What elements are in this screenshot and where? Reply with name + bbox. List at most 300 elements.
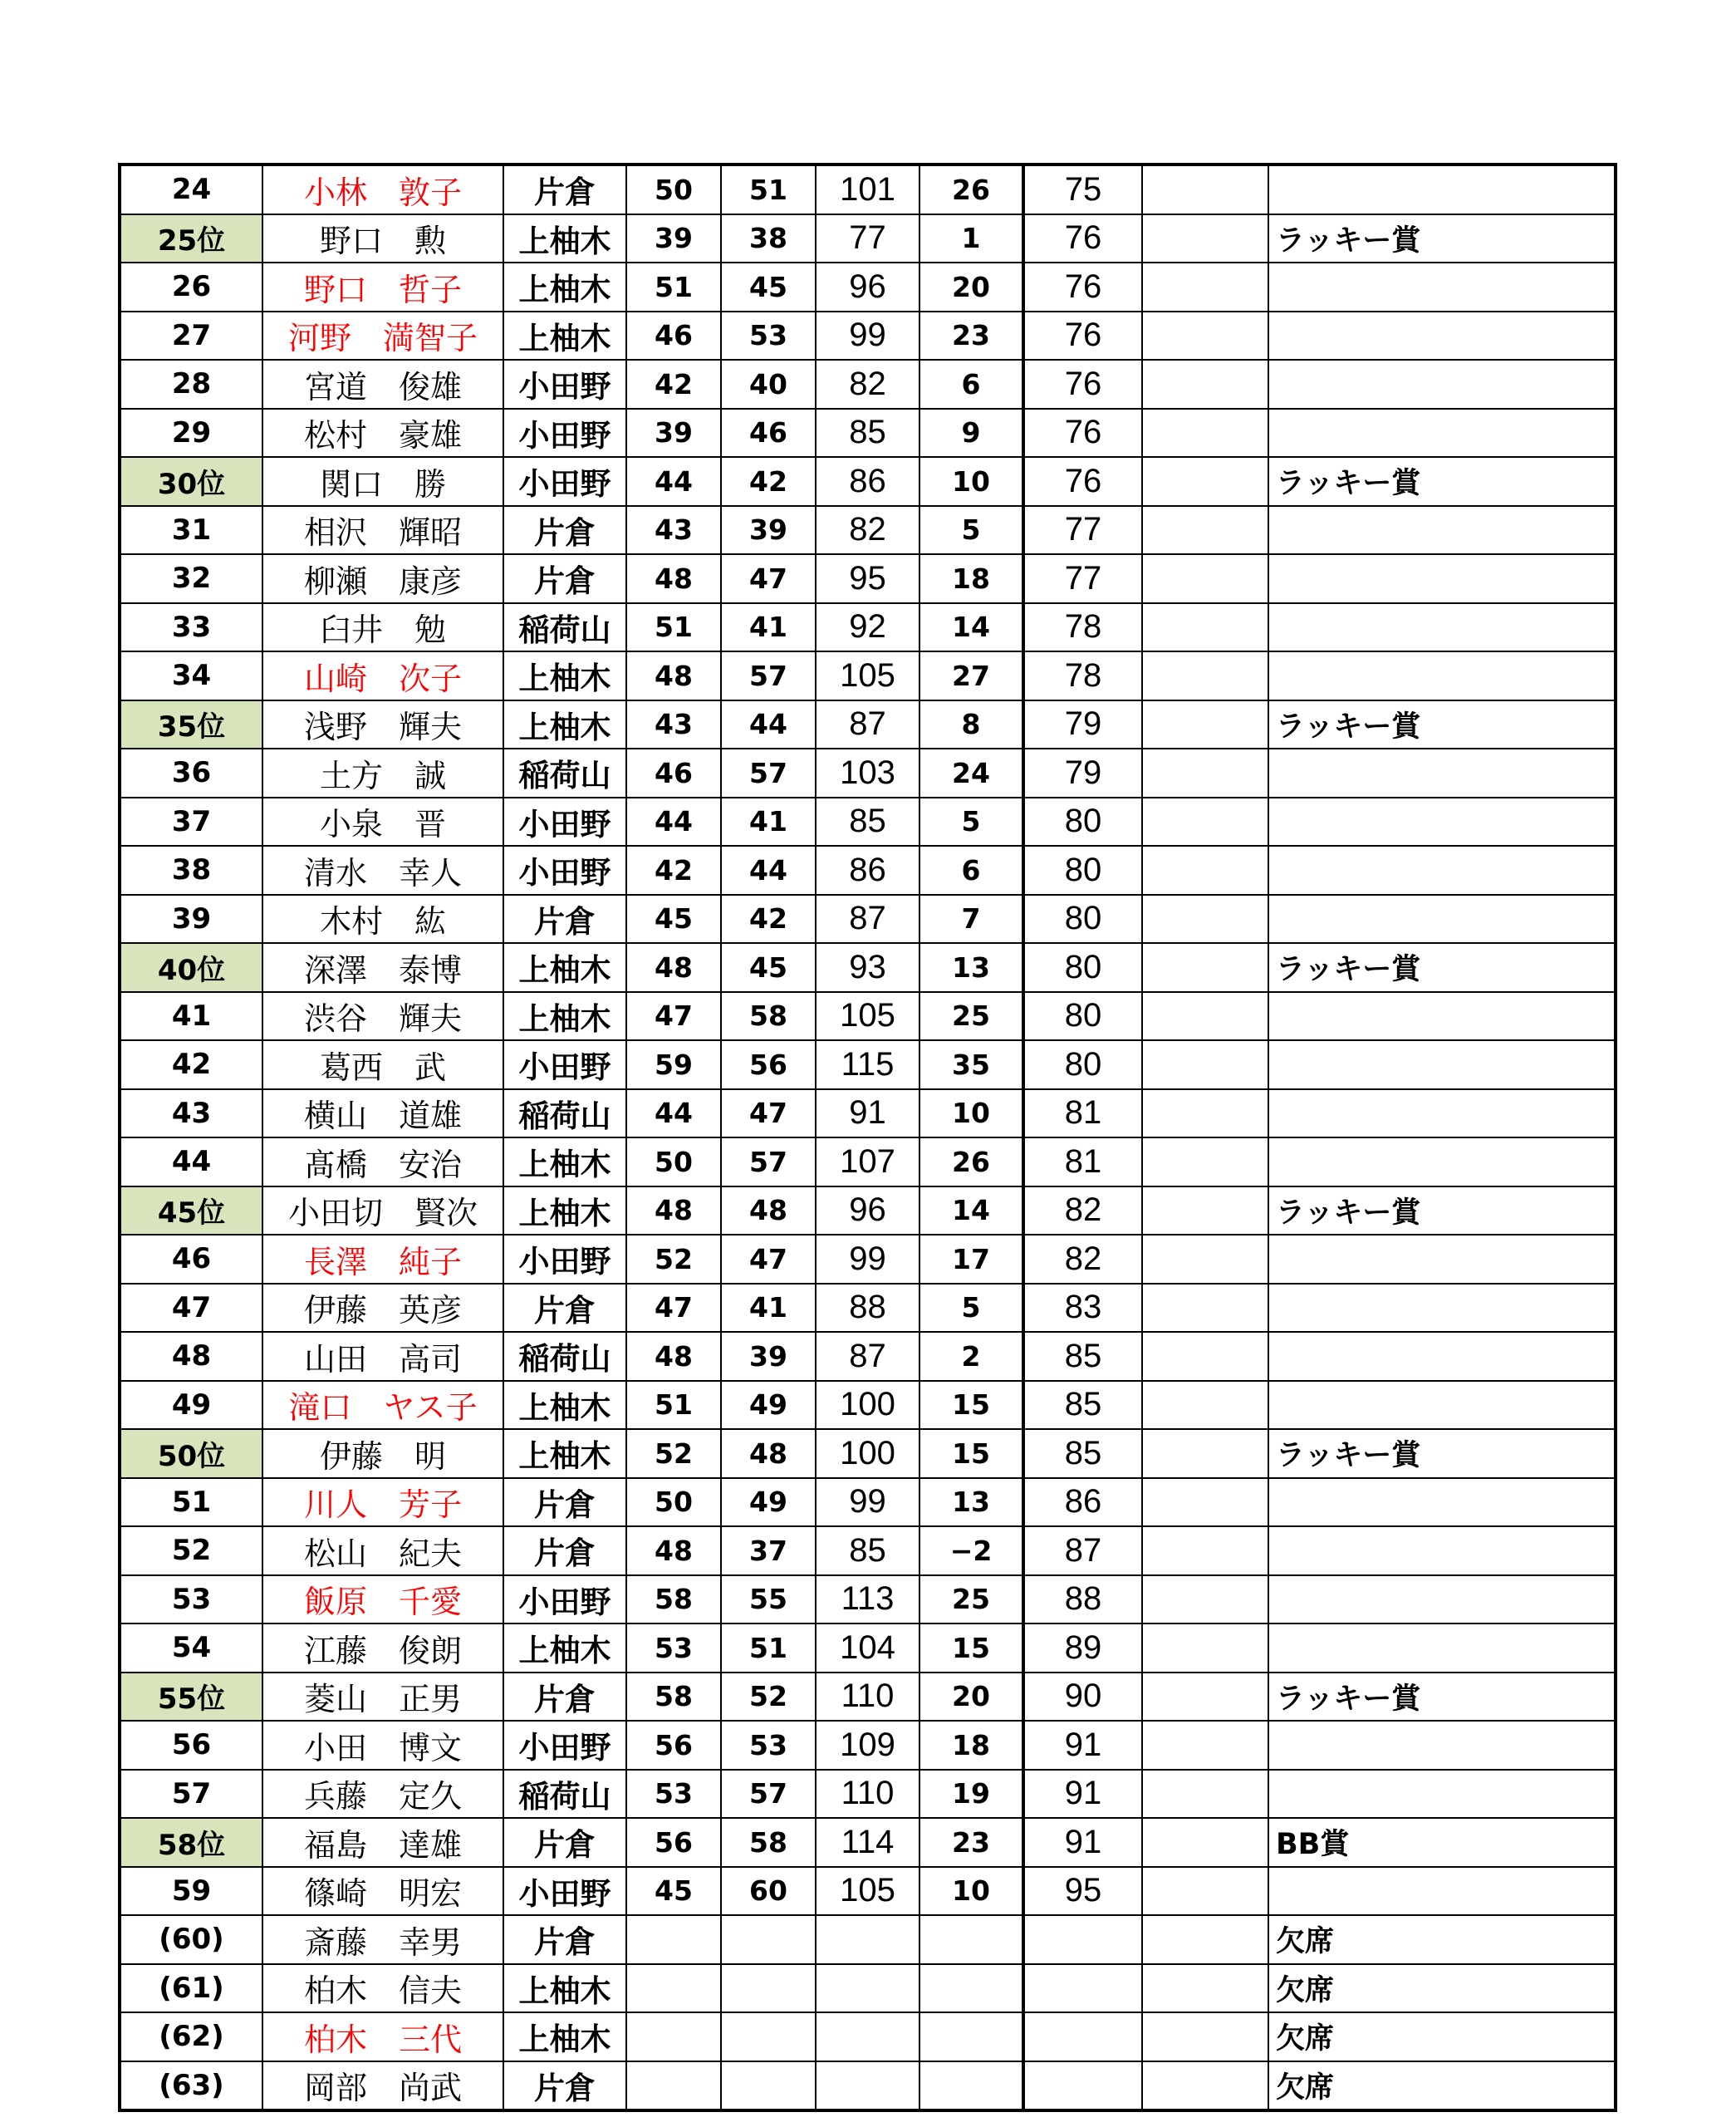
player-name: 横山 道雄 — [262, 1089, 503, 1138]
blank-cell — [1142, 603, 1268, 652]
out-score: 51 — [626, 603, 721, 652]
in-score: 42 — [721, 457, 816, 506]
award-note — [1268, 603, 1616, 652]
team-name: 片倉 — [503, 895, 626, 944]
award-note — [1268, 1623, 1616, 1673]
blank-cell — [1142, 263, 1268, 312]
table-row — [120, 1478, 1616, 1527]
player-name: 小林 敦子 — [262, 165, 503, 214]
table-row — [120, 1964, 1616, 2013]
table-row — [120, 992, 1616, 1041]
handicap: 13 — [919, 943, 1023, 992]
gross-score: 110 — [816, 1770, 919, 1819]
team-name: 上柚木 — [503, 651, 626, 700]
gross-score: 87 — [816, 700, 919, 749]
award-note — [1268, 1770, 1616, 1819]
player-name: 相沢 輝昭 — [262, 506, 503, 555]
rank-cell: 29 — [120, 409, 262, 458]
in-score: 47 — [721, 554, 816, 603]
out-score: 50 — [626, 1137, 721, 1186]
rank-cell: 35位 — [120, 700, 262, 749]
team-name: 上柚木 — [503, 1623, 626, 1673]
team-name: 片倉 — [503, 165, 626, 214]
award-note — [1268, 1332, 1616, 1381]
table-row — [120, 409, 1616, 458]
results-body — [120, 165, 1616, 2110]
table-row — [120, 457, 1616, 506]
award-note — [1268, 798, 1616, 847]
player-name: 伊藤 明 — [262, 1429, 503, 1478]
net-score: 80 — [1023, 895, 1142, 944]
net-score: 91 — [1023, 1818, 1142, 1867]
net-score: 85 — [1023, 1429, 1142, 1478]
table-row — [120, 1770, 1616, 1819]
table-row — [120, 214, 1616, 263]
net-score: 80 — [1023, 1040, 1142, 1089]
blank-cell — [1142, 312, 1268, 361]
award-note — [1268, 895, 1616, 944]
in-score — [721, 1964, 816, 2013]
team-name: 片倉 — [503, 1284, 626, 1333]
gross-score: 100 — [816, 1381, 919, 1430]
net-score: 76 — [1023, 409, 1142, 458]
rank-cell: 30位 — [120, 457, 262, 506]
out-score: 47 — [626, 992, 721, 1041]
in-score: 41 — [721, 798, 816, 847]
in-score — [721, 1915, 816, 1964]
rank-cell: 40位 — [120, 943, 262, 992]
team-name: 小田野 — [503, 1721, 626, 1770]
handicap: 20 — [919, 1673, 1023, 1722]
net-score: 76 — [1023, 360, 1142, 409]
handicap: 26 — [919, 165, 1023, 214]
award-note: ラッキー賞 — [1268, 1673, 1616, 1722]
blank-cell — [1142, 1235, 1268, 1284]
gross-score: 77 — [816, 214, 919, 263]
award-note: ラッキー賞 — [1268, 1429, 1616, 1478]
net-score: 89 — [1023, 1623, 1142, 1673]
out-score: 43 — [626, 700, 721, 749]
net-score: 80 — [1023, 798, 1142, 847]
gross-score: 107 — [816, 1137, 919, 1186]
player-name: 宮道 俊雄 — [262, 360, 503, 409]
award-note — [1268, 1721, 1616, 1770]
player-name: 木村 紘 — [262, 895, 503, 944]
out-score: 48 — [626, 943, 721, 992]
in-score: 48 — [721, 1429, 816, 1478]
player-name: 深澤 泰博 — [262, 943, 503, 992]
handicap: 6 — [919, 360, 1023, 409]
handicap: 18 — [919, 1721, 1023, 1770]
net-score: 81 — [1023, 1089, 1142, 1138]
in-score — [721, 2012, 816, 2061]
table-row — [120, 1284, 1616, 1333]
handicap: 14 — [919, 603, 1023, 652]
net-score: 87 — [1023, 1526, 1142, 1575]
rank-cell: (62) — [120, 2012, 262, 2061]
gross-score: 104 — [816, 1623, 919, 1673]
player-name: 土方 誠 — [262, 749, 503, 798]
blank-cell — [1142, 1721, 1268, 1770]
table-row — [120, 1915, 1616, 1964]
table-row — [120, 943, 1616, 992]
out-score: 46 — [626, 312, 721, 361]
out-score: 51 — [626, 263, 721, 312]
rank-cell: 24 — [120, 165, 262, 214]
blank-cell — [1142, 1867, 1268, 1916]
rank-cell: 41 — [120, 992, 262, 1041]
award-note — [1268, 1381, 1616, 1430]
gross-score: 85 — [816, 1526, 919, 1575]
team-name: 稲荷山 — [503, 749, 626, 798]
table-row — [120, 1623, 1616, 1673]
team-name: 上柚木 — [503, 992, 626, 1041]
player-name: 飯原 千愛 — [262, 1575, 503, 1624]
player-name: 江藤 俊朗 — [262, 1623, 503, 1673]
out-score: 44 — [626, 798, 721, 847]
award-note — [1268, 1040, 1616, 1089]
gross-score — [816, 2012, 919, 2061]
net-score: 80 — [1023, 992, 1142, 1041]
in-score: 41 — [721, 1284, 816, 1333]
player-name: 菱山 正男 — [262, 1673, 503, 1722]
handicap: 7 — [919, 895, 1023, 944]
rank-cell: 46 — [120, 1235, 262, 1284]
award-note: 欠席 — [1268, 2012, 1616, 2061]
rank-cell: 54 — [120, 1623, 262, 1673]
out-score: 59 — [626, 1040, 721, 1089]
team-name: 上柚木 — [503, 1381, 626, 1430]
team-name: 上柚木 — [503, 263, 626, 312]
in-score: 58 — [721, 1818, 816, 1867]
in-score: 57 — [721, 749, 816, 798]
table-row — [120, 2061, 1616, 2111]
net-score: 83 — [1023, 1284, 1142, 1333]
in-score: 49 — [721, 1478, 816, 1527]
player-name: 山田 高司 — [262, 1332, 503, 1381]
out-score: 46 — [626, 749, 721, 798]
blank-cell — [1142, 1770, 1268, 1819]
gross-score: 101 — [816, 165, 919, 214]
rank-cell: 36 — [120, 749, 262, 798]
net-score: 91 — [1023, 1770, 1142, 1819]
blank-cell — [1142, 943, 1268, 992]
award-note — [1268, 554, 1616, 603]
gross-score: 92 — [816, 603, 919, 652]
net-score: 82 — [1023, 1186, 1142, 1235]
blank-cell — [1142, 165, 1268, 214]
award-note — [1268, 846, 1616, 895]
rank-cell: 38 — [120, 846, 262, 895]
blank-cell — [1142, 360, 1268, 409]
in-score: 47 — [721, 1089, 816, 1138]
player-name: 浅野 輝夫 — [262, 700, 503, 749]
blank-cell — [1142, 1040, 1268, 1089]
out-score: 58 — [626, 1575, 721, 1624]
team-name: 小田野 — [503, 846, 626, 895]
gross-score: 96 — [816, 263, 919, 312]
in-score: 57 — [721, 1770, 816, 1819]
table-row — [120, 263, 1616, 312]
player-name: 野口 哲子 — [262, 263, 503, 312]
award-note: BB賞 — [1268, 1818, 1616, 1867]
rank-cell: 48 — [120, 1332, 262, 1381]
gross-score: 85 — [816, 409, 919, 458]
in-score: 55 — [721, 1575, 816, 1624]
net-score: 75 — [1023, 165, 1142, 214]
out-score: 56 — [626, 1818, 721, 1867]
gross-score: 103 — [816, 749, 919, 798]
handicap: 10 — [919, 1089, 1023, 1138]
gross-score: 115 — [816, 1040, 919, 1089]
award-note — [1268, 165, 1616, 214]
out-score: 47 — [626, 1284, 721, 1333]
out-score: 44 — [626, 1089, 721, 1138]
gross-score: 85 — [816, 798, 919, 847]
handicap: 5 — [919, 506, 1023, 555]
award-note — [1268, 1137, 1616, 1186]
in-score: 53 — [721, 1721, 816, 1770]
award-note: 欠席 — [1268, 1964, 1616, 2013]
net-score: 78 — [1023, 603, 1142, 652]
net-score: 76 — [1023, 312, 1142, 361]
handicap: 13 — [919, 1478, 1023, 1527]
rank-cell: 45位 — [120, 1186, 262, 1235]
award-note — [1268, 749, 1616, 798]
table-row — [120, 2012, 1616, 2061]
team-name: 片倉 — [503, 1818, 626, 1867]
award-note: ラッキー賞 — [1268, 457, 1616, 506]
gross-score: 105 — [816, 651, 919, 700]
out-score: 48 — [626, 651, 721, 700]
award-note — [1268, 312, 1616, 361]
gross-score: 87 — [816, 1332, 919, 1381]
handicap — [919, 1964, 1023, 2013]
net-score: 77 — [1023, 506, 1142, 555]
out-score: 42 — [626, 360, 721, 409]
blank-cell — [1142, 2012, 1268, 2061]
in-score: 56 — [721, 1040, 816, 1089]
player-name: 小田 博文 — [262, 1721, 503, 1770]
handicap: 10 — [919, 457, 1023, 506]
award-note — [1268, 1575, 1616, 1624]
rank-cell: 56 — [120, 1721, 262, 1770]
handicap: 5 — [919, 1284, 1023, 1333]
out-score: 48 — [626, 554, 721, 603]
in-score: 52 — [721, 1673, 816, 1722]
table-row — [120, 1673, 1616, 1722]
rank-cell: 47 — [120, 1284, 262, 1333]
blank-cell — [1142, 846, 1268, 895]
rank-cell: 39 — [120, 895, 262, 944]
rank-cell: 27 — [120, 312, 262, 361]
out-score — [626, 1964, 721, 2013]
out-score: 48 — [626, 1186, 721, 1235]
table-row — [120, 700, 1616, 749]
net-score: 86 — [1023, 1478, 1142, 1527]
team-name: 稲荷山 — [503, 1332, 626, 1381]
player-name: 柳瀬 康彦 — [262, 554, 503, 603]
out-score: 43 — [626, 506, 721, 555]
handicap — [919, 2061, 1023, 2111]
award-note — [1268, 1089, 1616, 1138]
in-score: 40 — [721, 360, 816, 409]
out-score: 51 — [626, 1381, 721, 1430]
gross-score: 100 — [816, 1429, 919, 1478]
in-score: 41 — [721, 603, 816, 652]
out-score: 50 — [626, 1478, 721, 1527]
player-name: 河野 満智子 — [262, 312, 503, 361]
table-row — [120, 1429, 1616, 1478]
net-score — [1023, 1915, 1142, 1964]
in-score: 51 — [721, 1623, 816, 1673]
table-row — [120, 651, 1616, 700]
table-row — [120, 895, 1616, 944]
player-name: 松村 豪雄 — [262, 409, 503, 458]
handicap: 10 — [919, 1867, 1023, 1916]
blank-cell — [1142, 1429, 1268, 1478]
out-score — [626, 2061, 721, 2111]
rank-cell: 52 — [120, 1526, 262, 1575]
blank-cell — [1142, 651, 1268, 700]
award-note: ラッキー賞 — [1268, 700, 1616, 749]
out-score: 50 — [626, 165, 721, 214]
player-name: 野口 勲 — [262, 214, 503, 263]
net-score: 90 — [1023, 1673, 1142, 1722]
out-score: 39 — [626, 409, 721, 458]
award-note — [1268, 1284, 1616, 1333]
rank-cell: 58位 — [120, 1818, 262, 1867]
handicap: 2 — [919, 1332, 1023, 1381]
handicap: −2 — [919, 1526, 1023, 1575]
team-name: 片倉 — [503, 1478, 626, 1527]
out-score: 45 — [626, 1867, 721, 1916]
handicap: 17 — [919, 1235, 1023, 1284]
player-name: 柏木 信夫 — [262, 1964, 503, 2013]
table-row — [120, 846, 1616, 895]
blank-cell — [1142, 1332, 1268, 1381]
team-name: 小田野 — [503, 1040, 626, 1089]
in-score: 60 — [721, 1867, 816, 1916]
in-score: 38 — [721, 214, 816, 263]
gross-score: 109 — [816, 1721, 919, 1770]
rank-cell: 57 — [120, 1770, 262, 1819]
in-score: 45 — [721, 263, 816, 312]
player-name: 川人 芳子 — [262, 1478, 503, 1527]
player-name: 柏木 三代 — [262, 2012, 503, 2061]
blank-cell — [1142, 554, 1268, 603]
out-score — [626, 1915, 721, 1964]
team-name: 片倉 — [503, 2061, 626, 2111]
rank-cell: 25位 — [120, 214, 262, 263]
in-score: 51 — [721, 165, 816, 214]
out-score: 44 — [626, 457, 721, 506]
handicap: 18 — [919, 554, 1023, 603]
rank-cell: 50位 — [120, 1429, 262, 1478]
net-score: 82 — [1023, 1235, 1142, 1284]
table-row — [120, 1575, 1616, 1624]
rank-cell: 51 — [120, 1478, 262, 1527]
table-row — [120, 1721, 1616, 1770]
out-score: 48 — [626, 1526, 721, 1575]
award-note — [1268, 360, 1616, 409]
net-score: 85 — [1023, 1332, 1142, 1381]
out-score: 52 — [626, 1429, 721, 1478]
out-score: 52 — [626, 1235, 721, 1284]
player-name: 長澤 純子 — [262, 1235, 503, 1284]
net-score: 76 — [1023, 263, 1142, 312]
blank-cell — [1142, 1186, 1268, 1235]
handicap: 23 — [919, 312, 1023, 361]
table-row — [120, 1526, 1616, 1575]
team-name: 上柚木 — [503, 1964, 626, 2013]
handicap: 15 — [919, 1429, 1023, 1478]
handicap: 1 — [919, 214, 1023, 263]
net-score: 76 — [1023, 214, 1142, 263]
in-score: 37 — [721, 1526, 816, 1575]
blank-cell — [1142, 1964, 1268, 2013]
rank-cell: 43 — [120, 1089, 262, 1138]
blank-cell — [1142, 1818, 1268, 1867]
player-name: 福島 達雄 — [262, 1818, 503, 1867]
table-row — [120, 1867, 1616, 1916]
table-row — [120, 1040, 1616, 1089]
team-name: 片倉 — [503, 1915, 626, 1964]
results-table — [118, 163, 1617, 2112]
award-note — [1268, 1478, 1616, 1527]
gross-score — [816, 1964, 919, 2013]
award-note: ラッキー賞 — [1268, 214, 1616, 263]
team-name: 上柚木 — [503, 1137, 626, 1186]
rank-cell: 42 — [120, 1040, 262, 1089]
handicap: 26 — [919, 1137, 1023, 1186]
out-score: 48 — [626, 1332, 721, 1381]
table-row — [120, 360, 1616, 409]
blank-cell — [1142, 992, 1268, 1041]
award-note — [1268, 1235, 1616, 1284]
gross-score: 110 — [816, 1673, 919, 1722]
in-score: 53 — [721, 312, 816, 361]
in-score: 57 — [721, 651, 816, 700]
handicap: 23 — [919, 1818, 1023, 1867]
gross-score: 95 — [816, 554, 919, 603]
rank-cell: 55位 — [120, 1673, 262, 1722]
rank-cell: 44 — [120, 1137, 262, 1186]
blank-cell — [1142, 1575, 1268, 1624]
table-row — [120, 1186, 1616, 1235]
gross-score: 99 — [816, 1478, 919, 1527]
blank-cell — [1142, 1915, 1268, 1964]
blank-cell — [1142, 1623, 1268, 1673]
blank-cell — [1142, 1381, 1268, 1430]
handicap: 5 — [919, 798, 1023, 847]
blank-cell — [1142, 1673, 1268, 1722]
team-name: 上柚木 — [503, 1186, 626, 1235]
out-score — [626, 2012, 721, 2061]
in-score: 58 — [721, 992, 816, 1041]
in-score — [721, 2061, 816, 2111]
blank-cell — [1142, 798, 1268, 847]
team-name: 上柚木 — [503, 943, 626, 992]
net-score: 88 — [1023, 1575, 1142, 1624]
table-row — [120, 1818, 1616, 1867]
net-score: 80 — [1023, 943, 1142, 992]
team-name: 小田野 — [503, 1575, 626, 1624]
handicap: 9 — [919, 409, 1023, 458]
out-score: 53 — [626, 1623, 721, 1673]
player-name: 斎藤 幸男 — [262, 1915, 503, 1964]
rank-cell: 59 — [120, 1867, 262, 1916]
